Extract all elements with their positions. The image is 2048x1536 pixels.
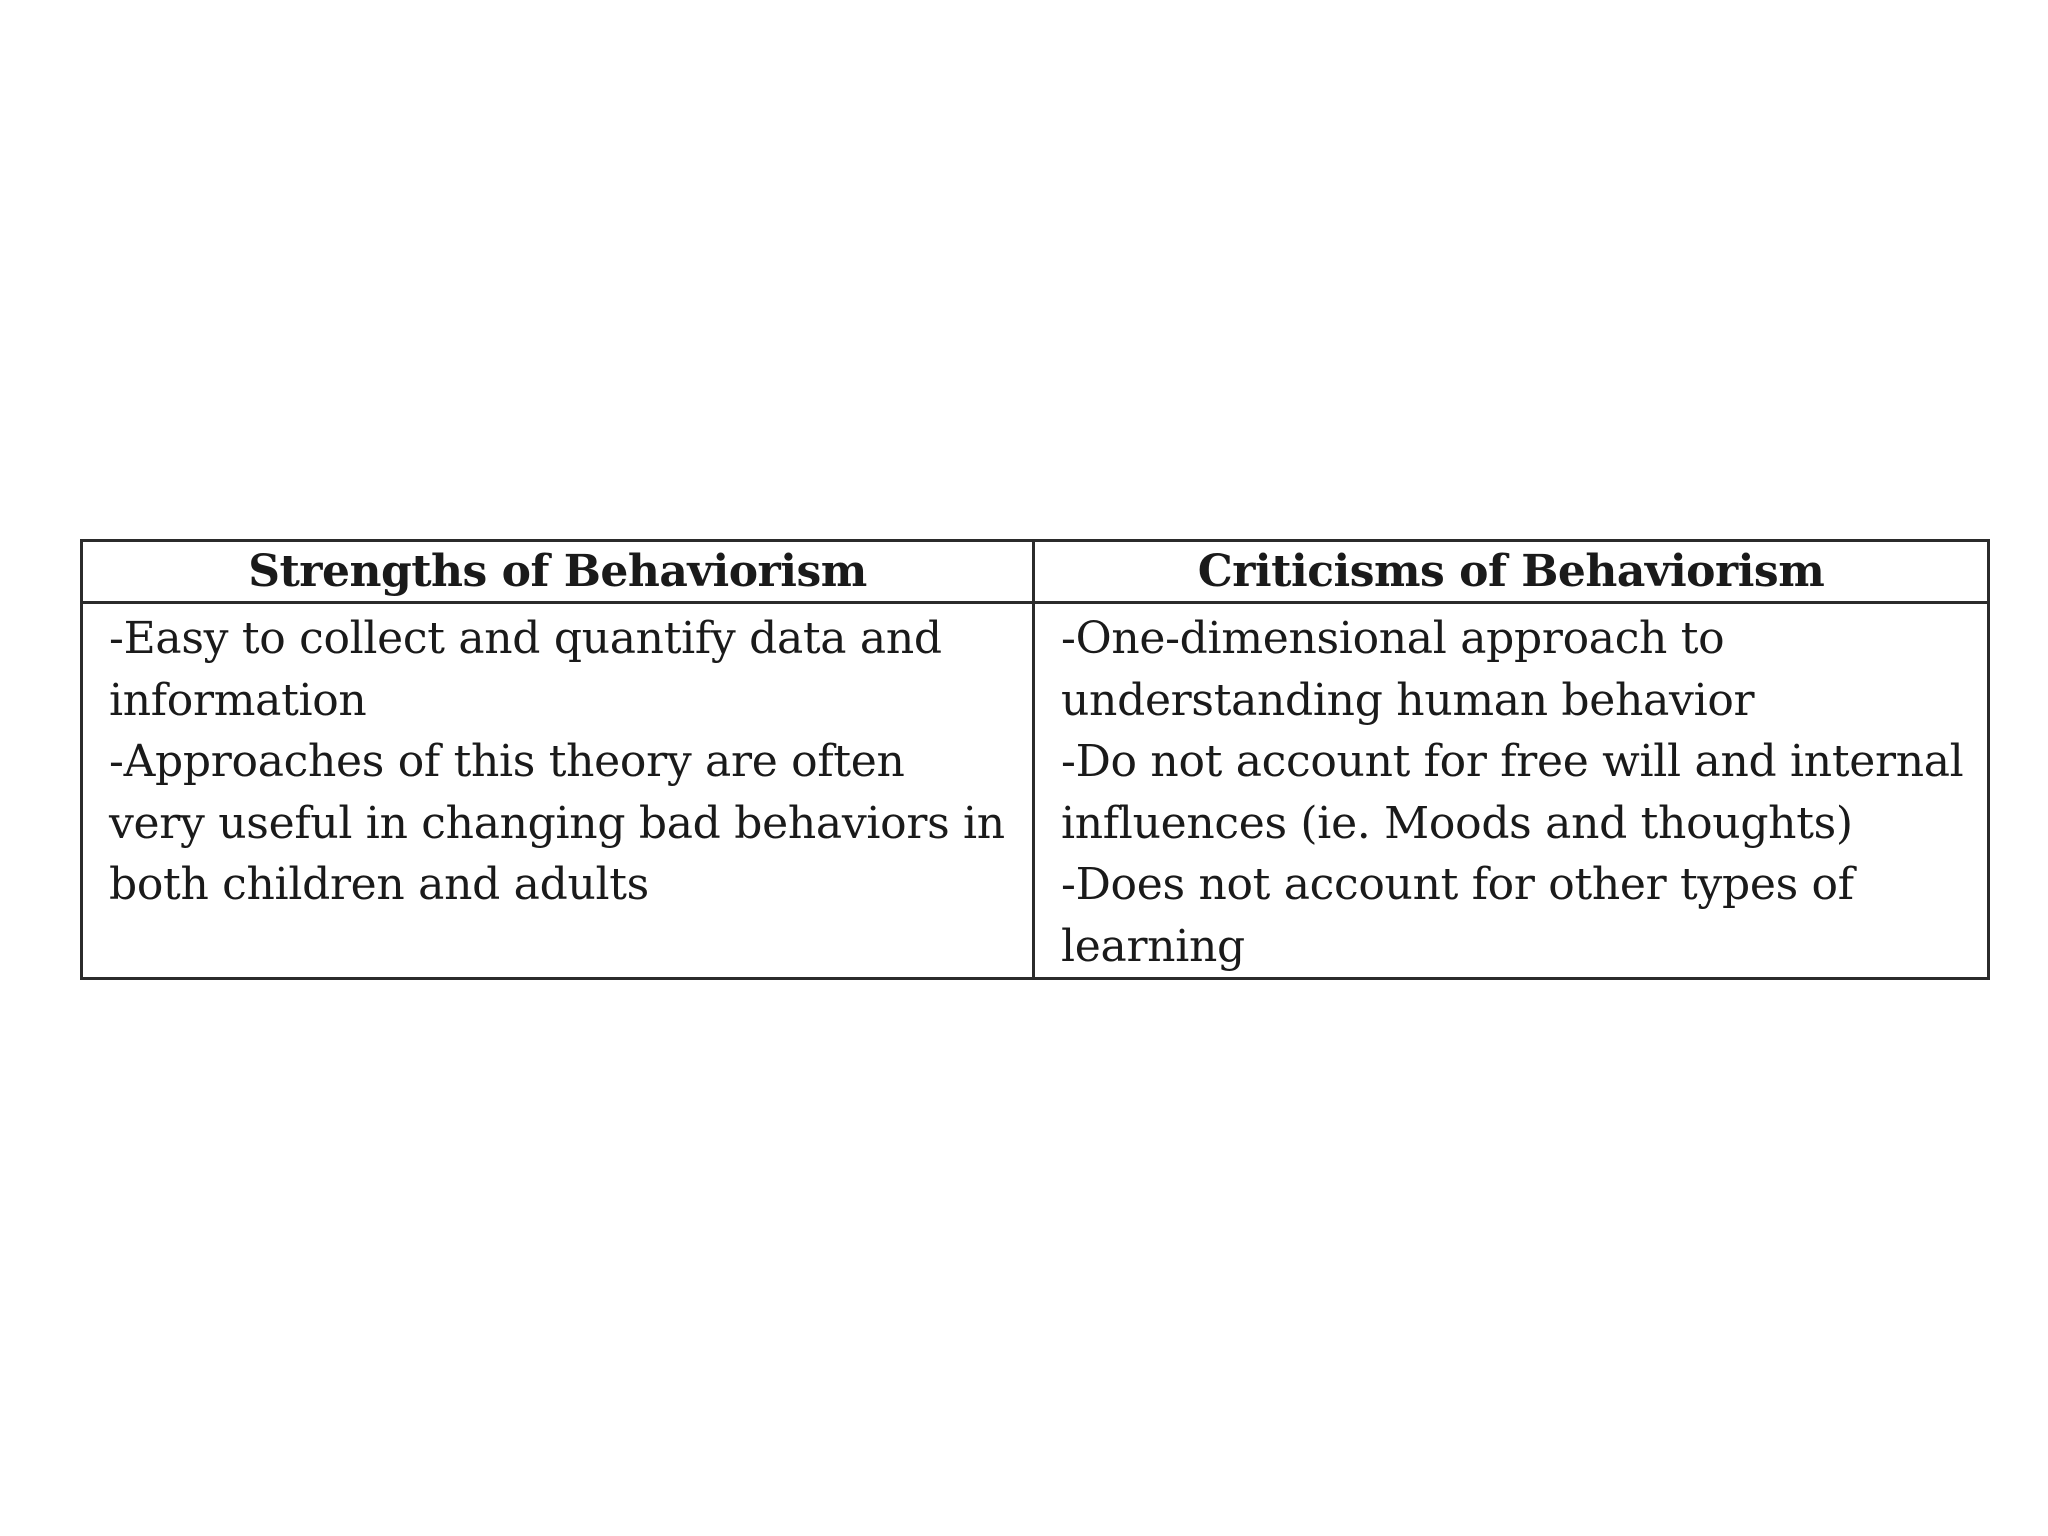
table-header-row (82, 541, 1989, 603)
criticisms-line: -One-dimensional approach to (1061, 613, 1725, 664)
criticisms-line: -Do not account for free will and internal (1061, 736, 1964, 787)
strengths-line: very useful in changing bad behaviors in (109, 797, 1005, 849)
criticisms-line: influences (ie. Moods and thoughts) (1061, 797, 1853, 849)
criticisms-line: understanding human behavior (1061, 674, 1755, 726)
table-row (82, 603, 1989, 979)
criticisms-line: -Does not account for other types of (1061, 859, 1854, 910)
strengths-line: information (109, 674, 367, 726)
strengths-line: -Approaches of this theory are often (109, 736, 905, 787)
criticisms-cell (1034, 603, 1989, 979)
strengths-line: both children and adults (109, 859, 649, 910)
criticisms-line: learning (1061, 920, 1245, 972)
behaviorism-comparison-table (80, 539, 1990, 980)
strengths-line: -Easy to collect and quantify data and (109, 613, 942, 664)
criticisms-header: Criticisms of Behaviorism (1034, 541, 1989, 603)
strengths-cell (82, 603, 1034, 979)
strengths-header: Strengths of Behaviorism (82, 541, 1034, 603)
